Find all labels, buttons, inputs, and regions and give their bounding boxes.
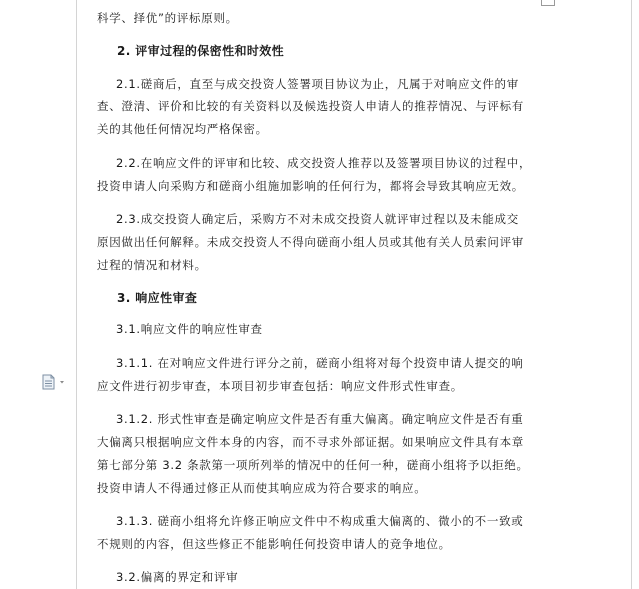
dropdown-arrow-icon (60, 381, 64, 384)
body-text-line: 不规则的内容，但这些修正不能影响任何投资申请人的竞争地位。 (97, 537, 451, 551)
paragraph-first-line: 3.1.1. 在对响应文件进行评分之前，磋商小组将对每个投资申请人提交的响 (116, 356, 524, 370)
page-left-edge (76, 0, 77, 589)
margin-corner-mark-left-h (541, 5, 555, 6)
subsection-heading: 3.2.偏离的界定和评审 (116, 570, 239, 584)
body-text-line: 过程的情况和材料。 (97, 258, 207, 272)
body-text-line: 关的其他任何情况均严格保密。 (97, 122, 268, 136)
margin-corner-mark-right (554, 0, 555, 6)
body-text-line: 应文件进行初步审查，本项目初步审查包括：响应文件形式性审查。 (97, 379, 463, 393)
body-text-line: 第七部分第 3.2 条款第一项所列举的情况中的任何一种，磋商小组将予以拒绝。 (97, 458, 529, 472)
body-text-line: 查、澄清、评价和比较的有关资料以及候选投资人申请人的推荐情况、与评标有 (97, 99, 524, 113)
body-text-line: 投资申请人不得通过修正从而使其响应成为符合要求的响应。 (97, 481, 427, 495)
section-heading: 2. 评审过程的保密性和时效性 (117, 44, 285, 58)
paragraph-first-line: 3.1.2. 形式性审查是确定响应文件是否有重大偏离。确定响应文件是否有重 (116, 412, 524, 426)
paragraph-first-line: 2.1.磋商后，直至与成交投资人签署项目协议为止，凡属于对响应文件的审 (116, 77, 519, 91)
subsection-heading: 3.1.响应文件的响应性审查 (116, 322, 263, 336)
page-right-edge (631, 0, 632, 589)
body-text-line: 大偏离只根据响应文件本身的内容，而不寻求外部证据。如果响应文件具有本章 (97, 435, 524, 449)
paragraph-first-line: 2.3.成交投资人确定后，采购方不对未成交投资人就评审过程以及未能成交 (116, 212, 519, 226)
body-text-line: 科学、择优”的评标原则。 (97, 11, 238, 25)
body-text-line: 原因做出任何解释。未成交投资人不得向磋商小组人员或其他有关人员索问评审 (97, 235, 524, 249)
document-icon (41, 374, 69, 390)
section-heading: 3. 响应性审查 (117, 291, 198, 305)
paragraph-first-line: 2.2.在响应文件的评审和比较、成交投资人推荐以及签署项目协议的过程中， (116, 156, 532, 170)
paragraph-first-line: 3.1.3. 磋商小组将允许修正响应文件中不构成重大偏离的、微小的不一致或 (116, 514, 524, 528)
body-text-line: 投资申请人向采购方和磋商小组施加影响的任何行为，都将会导致其响应无效。 (97, 179, 524, 193)
paragraph-options-icon[interactable] (41, 374, 69, 390)
